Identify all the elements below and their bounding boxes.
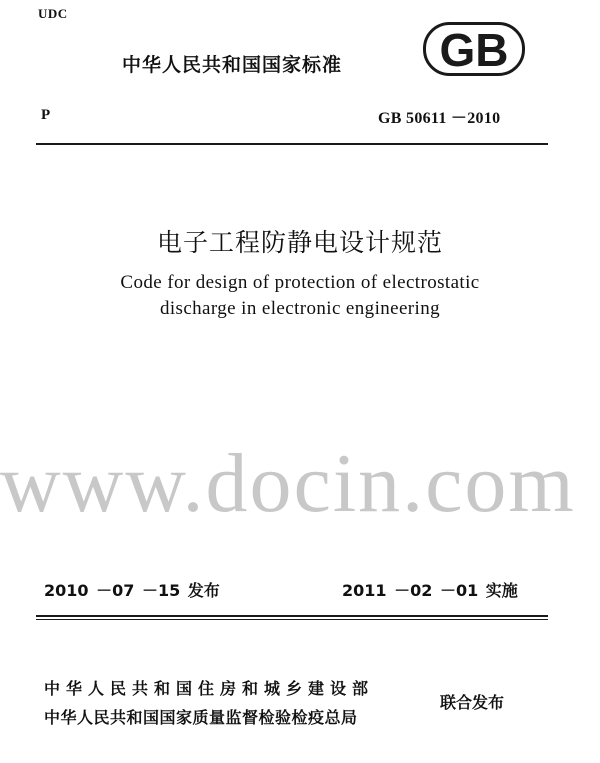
top-divider [36,143,548,145]
joint-issue-label: 联合发布 [440,693,505,712]
bottom-divider-thin [36,619,548,620]
classification-code: P [41,107,51,123]
gb-logo [423,22,525,76]
logo-text: GB [439,24,509,76]
title-chinese: 电子工程防静电设计规范 [156,228,443,257]
issuer-ministry-housing: 中华人民共和国住房和城乡建设部 [44,679,375,698]
title-english-line2: discharge in electronic engineering [159,298,441,319]
watermark: www.docin.com [0,437,576,530]
issue-date: 2010 －07 －15 发布 [44,581,220,600]
standard-category-title: 中华人民共和国国家标准 [122,54,343,76]
udc-label: UDC [38,6,68,21]
bottom-divider [36,615,548,617]
standard-number: GB 50611 －2010 [378,110,501,127]
title-english-line1: Code for design of protection of electrostatic [120,272,480,293]
issuer-aqsiq: 中华人民共和国国家质量监督检验检疫总局 [44,708,358,727]
implementation-date: 2011 －02 －01 实施 [342,581,518,600]
